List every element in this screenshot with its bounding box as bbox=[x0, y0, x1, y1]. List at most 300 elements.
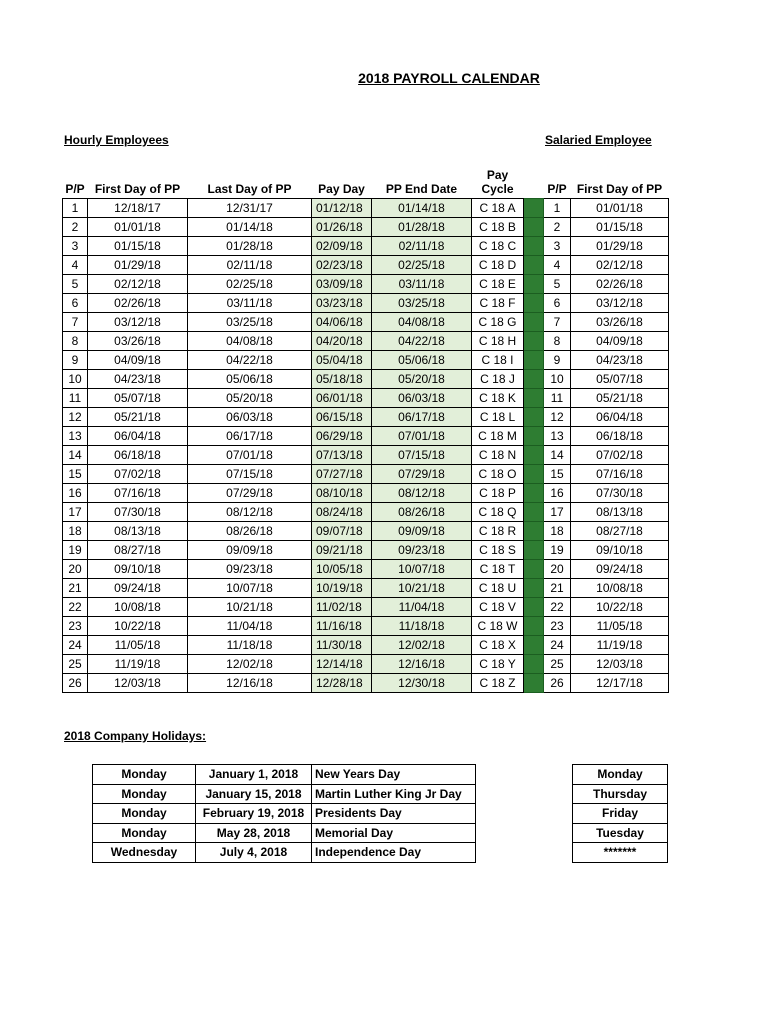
pay-cycle-cell: C 18 Y bbox=[472, 655, 524, 674]
first-day-cell: 01/29/18 bbox=[88, 256, 188, 275]
pay-day-cell: 09/21/18 bbox=[312, 541, 372, 560]
first-day-cell: 08/27/18 bbox=[88, 541, 188, 560]
salaried-first-day-cell: 07/30/18 bbox=[571, 484, 669, 503]
salaried-pp-cell: 5 bbox=[544, 275, 571, 294]
holidays-table bbox=[92, 764, 476, 863]
salaried-weekday-row bbox=[573, 784, 668, 804]
salaried-holiday-weekdays-table bbox=[572, 764, 668, 863]
pay-cycle-cell: C 18 W bbox=[472, 617, 524, 636]
first-day-cell: 03/26/18 bbox=[88, 332, 188, 351]
separator-cell bbox=[524, 427, 544, 446]
header-first-day: First Day of PP bbox=[94, 182, 181, 196]
pay-day-cell: 06/01/18 bbox=[312, 389, 372, 408]
salaried-first-day-cell: 04/23/18 bbox=[571, 351, 669, 370]
header-salaried-first-day: First Day of PP bbox=[576, 182, 663, 196]
table-row bbox=[63, 389, 669, 408]
pp-cell: 25 bbox=[63, 655, 88, 674]
table-row bbox=[63, 655, 669, 674]
table-row bbox=[63, 522, 669, 541]
holiday-row bbox=[93, 765, 476, 785]
table-row bbox=[63, 636, 669, 655]
first-day-cell: 11/19/18 bbox=[88, 655, 188, 674]
table-row bbox=[63, 351, 669, 370]
pay-cycle-cell: C 18 O bbox=[472, 465, 524, 484]
first-day-cell: 09/10/18 bbox=[88, 560, 188, 579]
last-day-cell: 05/06/18 bbox=[188, 370, 312, 389]
table-row bbox=[63, 237, 669, 256]
salaried-first-day-cell: 09/24/18 bbox=[571, 560, 669, 579]
last-day-cell: 07/29/18 bbox=[188, 484, 312, 503]
salaried-pp-cell: 7 bbox=[544, 313, 571, 332]
holidays-body bbox=[93, 765, 476, 863]
pp-cell: 20 bbox=[63, 560, 88, 579]
salaried-first-day-cell: 01/15/18 bbox=[571, 218, 669, 237]
pay-cycle-cell: C 18 R bbox=[472, 522, 524, 541]
first-day-cell: 10/22/18 bbox=[88, 617, 188, 636]
holidays-label: 2018 Company Holidays: bbox=[64, 729, 207, 743]
salaried-first-day-cell: 01/01/18 bbox=[571, 199, 669, 218]
pay-cycle-cell: C 18 T bbox=[472, 560, 524, 579]
last-day-cell: 04/22/18 bbox=[188, 351, 312, 370]
salaried-pp-cell: 12 bbox=[544, 408, 571, 427]
pay-cycle-cell: C 18 E bbox=[472, 275, 524, 294]
salaried-pp-cell: 8 bbox=[544, 332, 571, 351]
first-day-cell: 07/02/18 bbox=[88, 465, 188, 484]
separator-cell bbox=[524, 465, 544, 484]
pp-cell: 3 bbox=[63, 237, 88, 256]
first-day-cell: 09/24/18 bbox=[88, 579, 188, 598]
table-row bbox=[63, 617, 669, 636]
pp-end-date-cell: 07/29/18 bbox=[372, 465, 472, 484]
pay-cycle-cell: C 18 P bbox=[472, 484, 524, 503]
separator-cell bbox=[524, 199, 544, 218]
pp-end-date-cell: 12/02/18 bbox=[372, 636, 472, 655]
first-day-cell: 06/04/18 bbox=[88, 427, 188, 446]
pp-cell: 1 bbox=[63, 199, 88, 218]
pay-day-cell: 03/09/18 bbox=[312, 275, 372, 294]
pay-cycle-cell: C 18 K bbox=[472, 389, 524, 408]
table-row bbox=[63, 674, 669, 693]
pp-end-date-cell: 07/15/18 bbox=[372, 446, 472, 465]
pp-end-date-cell: 12/30/18 bbox=[372, 674, 472, 693]
table-row bbox=[63, 484, 669, 503]
pp-end-date-cell: 08/12/18 bbox=[372, 484, 472, 503]
pp-end-date-cell: 06/17/18 bbox=[372, 408, 472, 427]
pp-end-date-cell: 02/11/18 bbox=[372, 237, 472, 256]
table-row bbox=[63, 503, 669, 522]
pp-cell: 8 bbox=[63, 332, 88, 351]
pay-day-cell: 12/14/18 bbox=[312, 655, 372, 674]
header-pay-cycle bbox=[472, 168, 524, 199]
salaried-first-day-cell: 10/08/18 bbox=[571, 579, 669, 598]
table-row bbox=[63, 313, 669, 332]
salaried-first-day-cell: 11/19/18 bbox=[571, 636, 669, 655]
holiday-weekday-cell: Monday bbox=[93, 804, 196, 824]
last-day-cell: 07/01/18 bbox=[188, 446, 312, 465]
pp-cell: 10 bbox=[63, 370, 88, 389]
table-row bbox=[63, 408, 669, 427]
salaried-first-day-cell: 05/21/18 bbox=[571, 389, 669, 408]
table-row bbox=[63, 256, 669, 275]
last-day-cell: 03/25/18 bbox=[188, 313, 312, 332]
salaried-first-day-cell: 11/05/18 bbox=[571, 617, 669, 636]
pp-end-date-cell: 04/08/18 bbox=[372, 313, 472, 332]
pay-day-cell: 06/15/18 bbox=[312, 408, 372, 427]
pp-cell: 16 bbox=[63, 484, 88, 503]
salaried-pp-cell: 4 bbox=[544, 256, 571, 275]
pp-cell: 5 bbox=[63, 275, 88, 294]
table-row bbox=[63, 541, 669, 560]
table-row bbox=[63, 598, 669, 617]
first-day-cell: 05/21/18 bbox=[88, 408, 188, 427]
salaried-pp-cell: 10 bbox=[544, 370, 571, 389]
pay-day-cell: 07/13/18 bbox=[312, 446, 372, 465]
salaried-pp-cell: 23 bbox=[544, 617, 571, 636]
holiday-row bbox=[93, 843, 476, 863]
pay-cycle-cell: C 18 Q bbox=[472, 503, 524, 522]
last-day-cell: 09/23/18 bbox=[188, 560, 312, 579]
salaried-weekday-row bbox=[573, 765, 668, 785]
pay-day-cell: 12/28/18 bbox=[312, 674, 372, 693]
salaried-first-day-cell: 03/26/18 bbox=[571, 313, 669, 332]
payroll-header-row bbox=[63, 168, 669, 199]
header-separator bbox=[524, 168, 544, 199]
salaried-first-day-cell: 06/04/18 bbox=[571, 408, 669, 427]
salaried-pp-cell: 22 bbox=[544, 598, 571, 617]
pp-end-date-cell: 12/16/18 bbox=[372, 655, 472, 674]
first-day-cell: 11/05/18 bbox=[88, 636, 188, 655]
pp-cell: 21 bbox=[63, 579, 88, 598]
pp-end-date-cell: 05/06/18 bbox=[372, 351, 472, 370]
separator-cell bbox=[524, 351, 544, 370]
pp-cell: 9 bbox=[63, 351, 88, 370]
pp-cell: 12 bbox=[63, 408, 88, 427]
holiday-name-cell: Presidents Day bbox=[312, 804, 476, 824]
pay-day-cell: 02/09/18 bbox=[312, 237, 372, 256]
first-day-cell: 12/03/18 bbox=[88, 674, 188, 693]
pay-day-cell: 10/19/18 bbox=[312, 579, 372, 598]
separator-cell bbox=[524, 370, 544, 389]
first-day-cell: 08/13/18 bbox=[88, 522, 188, 541]
separator-cell bbox=[524, 655, 544, 674]
table-row bbox=[63, 465, 669, 484]
first-day-cell: 02/12/18 bbox=[88, 275, 188, 294]
pp-cell: 13 bbox=[63, 427, 88, 446]
pay-day-cell: 04/06/18 bbox=[312, 313, 372, 332]
pay-day-cell: 11/30/18 bbox=[312, 636, 372, 655]
table-row bbox=[63, 199, 669, 218]
first-day-cell: 02/26/18 bbox=[88, 294, 188, 313]
separator-cell bbox=[524, 275, 544, 294]
pp-cell: 23 bbox=[63, 617, 88, 636]
separator-cell bbox=[524, 579, 544, 598]
separator-cell bbox=[524, 598, 544, 617]
first-day-cell: 07/16/18 bbox=[88, 484, 188, 503]
pay-day-cell: 05/04/18 bbox=[312, 351, 372, 370]
holiday-name-cell: Independence Day bbox=[312, 843, 476, 863]
holiday-row bbox=[93, 804, 476, 824]
table-row bbox=[63, 579, 669, 598]
pp-end-date-cell: 08/26/18 bbox=[372, 503, 472, 522]
pp-cell: 2 bbox=[63, 218, 88, 237]
separator-cell bbox=[524, 313, 544, 332]
pp-cell: 26 bbox=[63, 674, 88, 693]
pp-end-date-cell: 03/11/18 bbox=[372, 275, 472, 294]
salaried-weekday-row bbox=[573, 804, 668, 824]
salaried-first-day-cell: 08/13/18 bbox=[571, 503, 669, 522]
pp-cell: 17 bbox=[63, 503, 88, 522]
pay-cycle-cell: C 18 Z bbox=[472, 674, 524, 693]
holiday-row bbox=[93, 784, 476, 804]
pp-cell: 7 bbox=[63, 313, 88, 332]
header-pp: P/P bbox=[65, 182, 85, 196]
pay-cycle-cell: C 18 F bbox=[472, 294, 524, 313]
pay-day-cell: 04/20/18 bbox=[312, 332, 372, 351]
pay-cycle-cell: C 18 U bbox=[472, 579, 524, 598]
first-day-cell: 01/15/18 bbox=[88, 237, 188, 256]
pp-end-date-cell: 09/09/18 bbox=[372, 522, 472, 541]
pp-cell: 15 bbox=[63, 465, 88, 484]
pp-end-date-cell: 01/28/18 bbox=[372, 218, 472, 237]
first-day-cell: 04/09/18 bbox=[88, 351, 188, 370]
salaried-weekday-row bbox=[573, 843, 668, 863]
salaried-weekday-cell: ******* bbox=[573, 843, 668, 863]
holiday-row bbox=[93, 823, 476, 843]
pp-end-date-cell: 06/03/18 bbox=[372, 389, 472, 408]
separator-cell bbox=[524, 503, 544, 522]
pp-end-date-cell: 11/18/18 bbox=[372, 617, 472, 636]
last-day-cell: 06/03/18 bbox=[188, 408, 312, 427]
pay-day-cell: 05/18/18 bbox=[312, 370, 372, 389]
salaried-pp-cell: 6 bbox=[544, 294, 571, 313]
salaried-weekday-cell: Friday bbox=[573, 804, 668, 824]
pp-cell: 19 bbox=[63, 541, 88, 560]
pp-end-date-cell: 10/07/18 bbox=[372, 560, 472, 579]
pay-cycle-cell: C 18 N bbox=[472, 446, 524, 465]
pp-end-date-cell: 10/21/18 bbox=[372, 579, 472, 598]
separator-cell bbox=[524, 560, 544, 579]
pp-end-date-cell: 02/25/18 bbox=[372, 256, 472, 275]
last-day-cell: 11/18/18 bbox=[188, 636, 312, 655]
last-day-cell: 08/26/18 bbox=[188, 522, 312, 541]
salaried-first-day-cell: 01/29/18 bbox=[571, 237, 669, 256]
pay-day-cell: 07/27/18 bbox=[312, 465, 372, 484]
salaried-first-day-cell: 04/09/18 bbox=[571, 332, 669, 351]
pp-cell: 6 bbox=[63, 294, 88, 313]
separator-cell bbox=[524, 256, 544, 275]
holiday-weekday-cell: Monday bbox=[93, 765, 196, 785]
first-day-cell: 12/18/17 bbox=[88, 199, 188, 218]
holiday-date-cell: July 4, 2018 bbox=[196, 843, 312, 863]
first-day-cell: 03/12/18 bbox=[88, 313, 188, 332]
pay-day-cell: 02/23/18 bbox=[312, 256, 372, 275]
salaried-first-day-cell: 07/16/18 bbox=[571, 465, 669, 484]
pay-day-cell: 06/29/18 bbox=[312, 427, 372, 446]
pay-day-cell: 01/12/18 bbox=[312, 199, 372, 218]
pp-end-date-cell: 07/01/18 bbox=[372, 427, 472, 446]
hourly-employees-label: Hourly Employees bbox=[64, 133, 169, 147]
pay-cycle-cell: C 18 L bbox=[472, 408, 524, 427]
pay-cycle-cell: C 18 G bbox=[472, 313, 524, 332]
salaried-pp-cell: 25 bbox=[544, 655, 571, 674]
separator-cell bbox=[524, 674, 544, 693]
last-day-cell: 12/02/18 bbox=[188, 655, 312, 674]
last-day-cell: 08/12/18 bbox=[188, 503, 312, 522]
last-day-cell: 11/04/18 bbox=[188, 617, 312, 636]
separator-cell bbox=[524, 237, 544, 256]
pp-cell: 22 bbox=[63, 598, 88, 617]
salaried-pp-cell: 26 bbox=[544, 674, 571, 693]
last-day-cell: 03/11/18 bbox=[188, 294, 312, 313]
last-day-cell: 04/08/18 bbox=[188, 332, 312, 351]
separator-cell bbox=[524, 446, 544, 465]
salaried-pp-cell: 20 bbox=[544, 560, 571, 579]
pay-day-cell: 01/26/18 bbox=[312, 218, 372, 237]
salaried-pp-cell: 2 bbox=[544, 218, 571, 237]
header-pp-end-date: PP End Date bbox=[385, 182, 458, 196]
salaried-first-day-cell: 12/03/18 bbox=[571, 655, 669, 674]
salaried-pp-cell: 13 bbox=[544, 427, 571, 446]
holiday-date-cell: January 1, 2018 bbox=[196, 765, 312, 785]
page-title: 2018 PAYROLL CALENDAR bbox=[358, 70, 540, 86]
last-day-cell: 01/14/18 bbox=[188, 218, 312, 237]
pp-cell: 11 bbox=[63, 389, 88, 408]
holiday-date-cell: February 19, 2018 bbox=[196, 804, 312, 824]
salaried-weekday-cell: Tuesday bbox=[573, 823, 668, 843]
salaried-first-day-cell: 09/10/18 bbox=[571, 541, 669, 560]
holiday-name-cell: Martin Luther King Jr Day bbox=[312, 784, 476, 804]
salaried-first-day-cell: 02/26/18 bbox=[571, 275, 669, 294]
separator-cell bbox=[524, 522, 544, 541]
header-pay-day: Pay Day bbox=[318, 182, 365, 196]
first-day-cell: 01/01/18 bbox=[88, 218, 188, 237]
salaried-first-day-cell: 02/12/18 bbox=[571, 256, 669, 275]
table-row bbox=[63, 218, 669, 237]
table-row bbox=[63, 275, 669, 294]
pp-end-date-cell: 09/23/18 bbox=[372, 541, 472, 560]
salaried-pp-cell: 19 bbox=[544, 541, 571, 560]
salaried-pp-cell: 24 bbox=[544, 636, 571, 655]
separator-cell bbox=[524, 332, 544, 351]
salaried-pp-cell: 11 bbox=[544, 389, 571, 408]
table-row bbox=[63, 294, 669, 313]
pay-cycle-cell: C 18 H bbox=[472, 332, 524, 351]
pp-cell: 24 bbox=[63, 636, 88, 655]
table-row bbox=[63, 427, 669, 446]
pay-day-cell: 10/05/18 bbox=[312, 560, 372, 579]
last-day-cell: 02/25/18 bbox=[188, 275, 312, 294]
holiday-date-cell: January 15, 2018 bbox=[196, 784, 312, 804]
pp-end-date-cell: 05/20/18 bbox=[372, 370, 472, 389]
table-row bbox=[63, 446, 669, 465]
separator-cell bbox=[524, 218, 544, 237]
table-row bbox=[63, 370, 669, 389]
pp-end-date-cell: 03/25/18 bbox=[372, 294, 472, 313]
separator-cell bbox=[524, 408, 544, 427]
last-day-cell: 02/11/18 bbox=[188, 256, 312, 275]
holiday-weekday-cell: Monday bbox=[93, 823, 196, 843]
separator-cell bbox=[524, 617, 544, 636]
payroll-body bbox=[63, 199, 669, 693]
pay-cycle-cell: C 18 B bbox=[472, 218, 524, 237]
pay-cycle-cell: C 18 I bbox=[472, 351, 524, 370]
salaried-weekday-cell: Monday bbox=[573, 765, 668, 785]
salaried-pp-cell: 21 bbox=[544, 579, 571, 598]
pp-cell: 18 bbox=[63, 522, 88, 541]
separator-cell bbox=[524, 636, 544, 655]
pay-cycle-cell: C 18 V bbox=[472, 598, 524, 617]
pay-cycle-cell: C 18 S bbox=[472, 541, 524, 560]
pay-day-cell: 03/23/18 bbox=[312, 294, 372, 313]
pp-cell: 14 bbox=[63, 446, 88, 465]
last-day-cell: 09/09/18 bbox=[188, 541, 312, 560]
last-day-cell: 01/28/18 bbox=[188, 237, 312, 256]
salaried-pp-cell: 15 bbox=[544, 465, 571, 484]
last-day-cell: 10/21/18 bbox=[188, 598, 312, 617]
header-last-day: Last Day of PP bbox=[207, 182, 292, 196]
separator-cell bbox=[524, 389, 544, 408]
holiday-name-cell: New Years Day bbox=[312, 765, 476, 785]
pp-end-date-cell: 04/22/18 bbox=[372, 332, 472, 351]
pay-day-cell: 08/10/18 bbox=[312, 484, 372, 503]
salaried-weekday-cell: Thursday bbox=[573, 784, 668, 804]
salaried-pp-cell: 16 bbox=[544, 484, 571, 503]
separator-cell bbox=[524, 541, 544, 560]
header-pay-cycle-line2: Cycle bbox=[481, 182, 514, 196]
first-day-cell: 05/07/18 bbox=[88, 389, 188, 408]
salaried-first-day-cell: 10/22/18 bbox=[571, 598, 669, 617]
pay-day-cell: 08/24/18 bbox=[312, 503, 372, 522]
pay-cycle-cell: C 18 C bbox=[472, 237, 524, 256]
first-day-cell: 04/23/18 bbox=[88, 370, 188, 389]
salaried-pp-cell: 9 bbox=[544, 351, 571, 370]
salaried-first-day-cell: 05/07/18 bbox=[571, 370, 669, 389]
pay-cycle-cell: C 18 M bbox=[472, 427, 524, 446]
salaried-first-day-cell: 07/02/18 bbox=[571, 446, 669, 465]
salaried-pp-cell: 17 bbox=[544, 503, 571, 522]
table-row bbox=[63, 332, 669, 351]
salaried-first-day-cell: 03/12/18 bbox=[571, 294, 669, 313]
pay-day-cell: 11/02/18 bbox=[312, 598, 372, 617]
salaried-pp-cell: 1 bbox=[544, 199, 571, 218]
holiday-weekday-cell: Wednesday bbox=[93, 843, 196, 863]
header-pay-cycle-line1: Pay bbox=[486, 168, 509, 182]
pp-end-date-cell: 11/04/18 bbox=[372, 598, 472, 617]
separator-cell bbox=[524, 484, 544, 503]
salaried-first-day-cell: 06/18/18 bbox=[571, 427, 669, 446]
first-day-cell: 10/08/18 bbox=[88, 598, 188, 617]
table-row bbox=[63, 560, 669, 579]
holiday-name-cell: Memorial Day bbox=[312, 823, 476, 843]
salaried-weekdays-body bbox=[573, 765, 668, 863]
last-day-cell: 05/20/18 bbox=[188, 389, 312, 408]
salaried-pp-cell: 14 bbox=[544, 446, 571, 465]
first-day-cell: 07/30/18 bbox=[88, 503, 188, 522]
holiday-weekday-cell: Monday bbox=[93, 784, 196, 804]
last-day-cell: 10/07/18 bbox=[188, 579, 312, 598]
pp-cell: 4 bbox=[63, 256, 88, 275]
last-day-cell: 07/15/18 bbox=[188, 465, 312, 484]
salaried-weekday-row bbox=[573, 823, 668, 843]
header-salaried-pp: P/P bbox=[547, 182, 567, 196]
pay-cycle-cell: C 18 D bbox=[472, 256, 524, 275]
payroll-table bbox=[62, 168, 669, 693]
separator-cell bbox=[524, 294, 544, 313]
salaried-pp-cell: 3 bbox=[544, 237, 571, 256]
salaried-pp-cell: 18 bbox=[544, 522, 571, 541]
pay-cycle-cell: C 18 X bbox=[472, 636, 524, 655]
first-day-cell: 06/18/18 bbox=[88, 446, 188, 465]
